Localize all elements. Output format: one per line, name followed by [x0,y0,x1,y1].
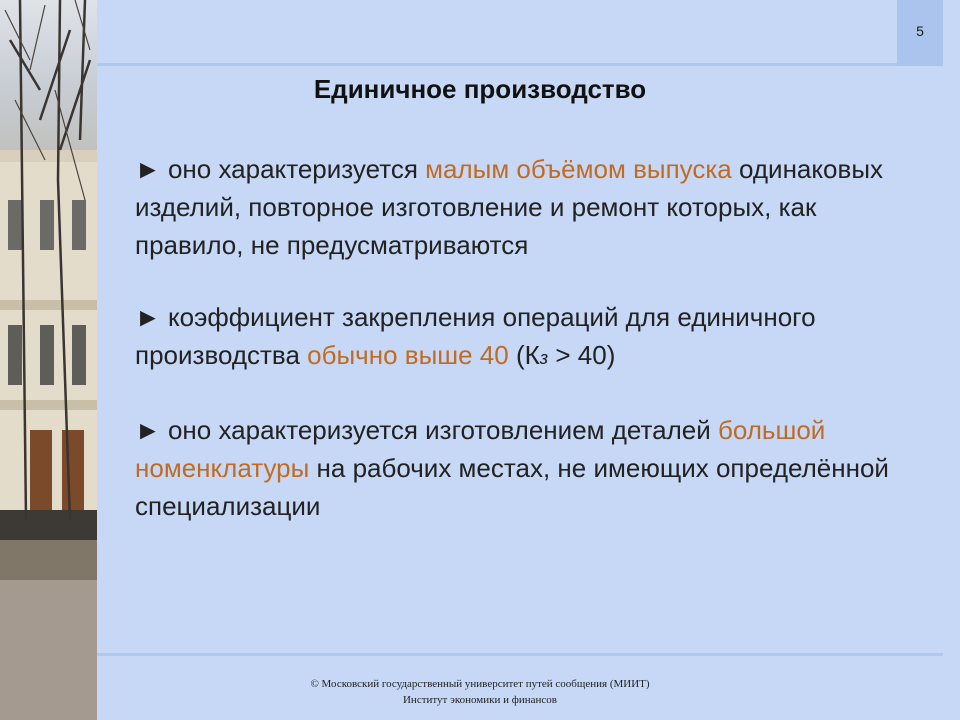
bullet-arrow-icon: ► [135,302,168,332]
footer-copyright: © Московский государственный университет путей сообщения (МИИТ) [310,678,650,690]
highlighted-text: обычно выше 40 [307,340,509,370]
paragraph-text: оно характеризуется [167,154,426,184]
paragraph-text: одинаковых изделий, повторное изготовление и ремонт которых, как правило, не предусматриваются [135,154,884,260]
page-number: 5 [916,23,924,39]
slide-title: Единичное производство [313,74,647,104]
paragraph-text: оно характеризуется изготовлением деталей [167,415,718,445]
bottom-divider [97,653,943,656]
slide-content [97,0,960,720]
bullet-arrow-icon: ► [135,154,168,184]
highlighted-text: большой номенклатуры [135,415,826,483]
paragraph-text: > 40) [548,340,616,370]
bullet-paragraph-3 [135,411,925,525]
slide-body [135,150,925,559]
paragraph-text: коэффициент закрепления операций для единичного производства [135,302,816,370]
bullet-paragraph-2 [135,298,925,377]
bullet-paragraph-1 [135,150,925,264]
top-divider [97,63,943,66]
bullet-arrow-icon: ► [135,415,168,445]
paragraph-text: (К [508,340,540,370]
footer-institute: Институт экономики и финансов [402,694,558,706]
building-photo-graphic [0,0,97,720]
highlighted-text: малым объёмом выпуска [425,154,732,184]
building-photo [0,0,97,720]
paragraph-text: на рабочих местах, не имеющих определённой специализации [135,453,889,521]
footer [97,676,863,708]
coefficient-subscript: з [539,348,549,368]
